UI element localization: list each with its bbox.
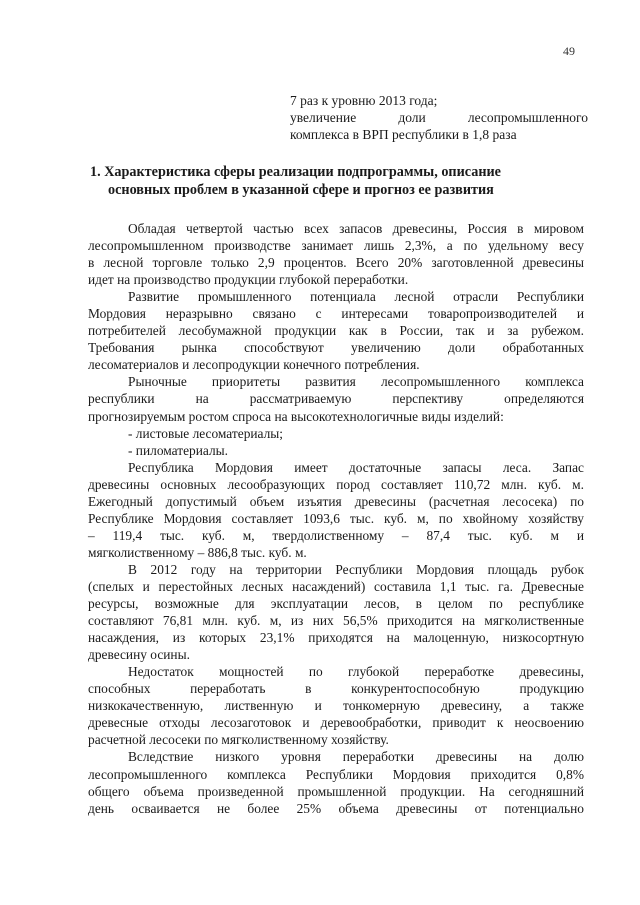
text-line: составляют 76,81 млн. куб. м, из них 56,5% приходится на мягколиственные	[88, 613, 584, 629]
section-heading	[90, 163, 610, 199]
body-text	[88, 220, 584, 817]
list-item: - пиломатериалы.	[128, 442, 228, 458]
text-line: Развитие промышленного потенциала лесной отрасли Республики	[128, 289, 584, 305]
text-line: ресурсы, возможные для эксплуатации лесов, в целом по республике	[88, 596, 584, 612]
text-line: Вследствие низкого уровня переработки древесины на долю	[128, 749, 584, 765]
heading-line: основных проблем в указанной сфере и прогноз ее развития	[108, 182, 494, 198]
text-line: Республика Мордовия имеет достаточные запасы леса. Запас	[128, 459, 584, 475]
text-line: общего объема произведенной промышленной продукции. На сегодняшний	[88, 783, 584, 799]
text-line: прогнозируемым ростом спроса на высокотехнологичные виды изделий:	[88, 408, 504, 424]
heading-line: 1. Характеристика сферы реализации подпрограммы, описание	[90, 164, 501, 180]
text-line: Рыночные приоритеты развития лесопромышленного комплекса	[128, 374, 584, 390]
text-line: потребителей лесобумажной продукции как в России, так и за рубежом.	[88, 323, 584, 339]
text-line: Ежегодный допустимый объем изъятия древесины (расчетная лесосека) по	[88, 493, 584, 509]
text-line: Мордовия неразрывно связано с интересами товаропроизводителей и	[88, 306, 584, 322]
text-line: расчетной лесосеки по мягколиственному хозяйству.	[88, 732, 389, 748]
text-line: Требования рынка способствуют увеличению доли обработанных	[88, 340, 584, 356]
text-line: лесопромышленного комплекса Республики Мордовия приходится 0,8%	[88, 766, 584, 782]
text-line: низкокачественную, лиственную и тонкомерную древесину, а также	[88, 698, 584, 714]
text-line: увеличение доли лесопромышленного	[290, 110, 588, 125]
text-line: древесину осины.	[88, 647, 190, 663]
page-number: 49	[563, 44, 575, 58]
text-line: В 2012 году на территории Республики Мордовия площадь рубок	[128, 561, 584, 577]
text-line: древесины основных лесообразующих пород составляет 110,72 млн. куб. м.	[88, 476, 584, 492]
text-line: Республике Мордовия составляет 1093,6 тыс. куб. м, по хвойному хозяйству	[88, 510, 584, 526]
text-line: способных переработать в конкурентоспособную продукцию	[88, 681, 584, 697]
text-line: (спелых и перестойных лесных насаждений) составила 1,1 тыс. га. Древесные	[88, 578, 584, 594]
text-line: Обладая четвертой частью всех запасов древесины, Россия в мировом	[128, 221, 584, 236]
text-line: идет на производство продукции глубокой переработки.	[88, 272, 409, 288]
text-line: республики на рассматриваемую перспективу определяются	[88, 391, 584, 407]
list-item: - листовые лесоматериалы;	[128, 425, 284, 441]
text-line: лесопромышленном производстве занимает лишь 2,3%, а по удельному весу	[88, 238, 584, 254]
text-line: Недостаток мощностей по глубокой переработке древесины,	[128, 664, 584, 680]
text-line: лесоматериалов и лесопродукции конечного потребления.	[88, 357, 420, 373]
text-line: мягколиственному – 886,8 тыс. куб. м.	[88, 544, 307, 560]
text-line: насаждения, из которых 23,1% приходятся на малоценную, низкосортную	[88, 630, 584, 646]
text-line: древесные отходы лесозаготовок и деревообработки, приводит к неосвоению	[88, 715, 584, 731]
text-line: комплекса в ВРП республики в 1,8 раза	[290, 127, 517, 142]
continued-list-block	[290, 92, 588, 143]
text-line: – 119,4 тыс. куб. м, твердолиственному – 87,4 тыс. куб. м и	[88, 527, 584, 543]
text-line: день осваивается не более 25% объема древесины от потенциально	[88, 800, 584, 816]
text-line: 7 раз к уровню 2013 года;	[290, 93, 438, 108]
text-line: в лесной торговле только 2,9 процентов. Всего 20% заготовленной древесины	[88, 255, 584, 271]
